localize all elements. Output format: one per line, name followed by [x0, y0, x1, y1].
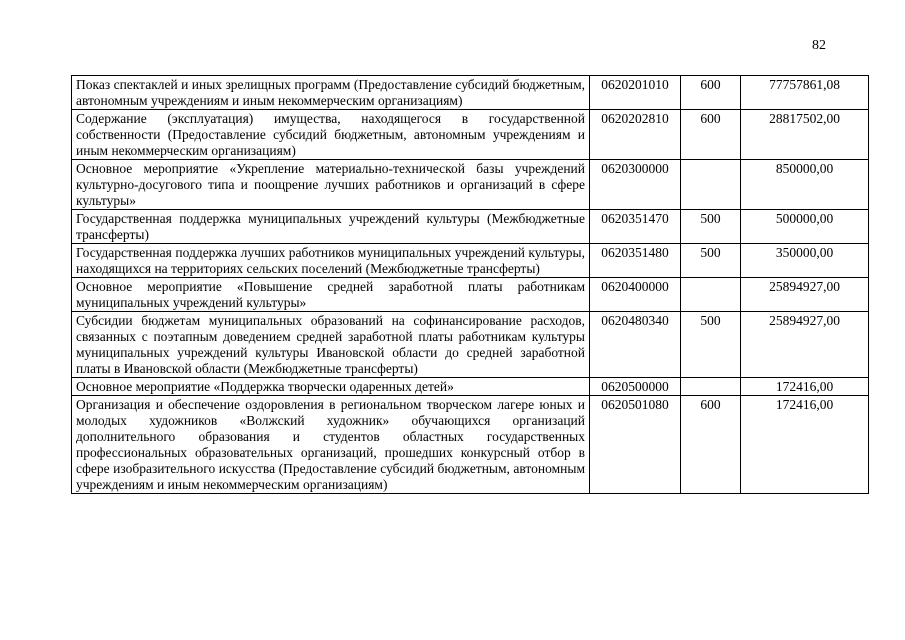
- expense-type-code-cell: 600: [681, 76, 741, 110]
- expense-type-code-cell: 500: [681, 312, 741, 378]
- target-article-code-cell: 0620201010: [590, 76, 681, 110]
- amount-cell: 350000,00: [741, 244, 869, 278]
- table-row: [72, 312, 869, 378]
- target-article-code-cell: 0620501080: [590, 396, 681, 494]
- target-article-code-cell: 0620351480: [590, 244, 681, 278]
- target-article-code-cell: 0620351470: [590, 210, 681, 244]
- table-row: [72, 110, 869, 160]
- amount-cell: 172416,00: [741, 378, 869, 396]
- expense-name-cell: Основное мероприятие «Поддержка творчески одаренных детей»: [72, 378, 590, 396]
- table-row: [72, 160, 869, 210]
- expense-type-code-cell: [681, 160, 741, 210]
- table-row: [72, 378, 869, 396]
- target-article-code-cell: 0620500000: [590, 378, 681, 396]
- amount-cell: 850000,00: [741, 160, 869, 210]
- expense-name-cell: Содержание (эксплуатация) имущества, находящегося в государственной собственности (Предоставление субсидий бюджетным, автономным учреждениям и иным некоммерческим организациям): [72, 110, 590, 160]
- expense-type-code-cell: [681, 378, 741, 396]
- budget-table: [71, 75, 869, 494]
- expense-name-cell: Организация и обеспечение оздоровления в региональном творческом лагере юных и молодых художников «Волжский художник» обучающихся организаций дополнительного образования и студентов областных государственных профессиональных образовательных организаций, прошедших конкурсный отбор в сфере изобразительного искусства (Предоставление субсидий бюджетным, автономным учреждениям и иным некоммерческим организациям): [72, 396, 590, 494]
- amount-cell: 28817502,00: [741, 110, 869, 160]
- expense-name-cell: Показ спектаклей и иных зрелищных программ (Предоставление субсидий бюджетным, автономным учреждениям и иным некоммерческим организациям): [72, 76, 590, 110]
- expense-type-code-cell: 500: [681, 210, 741, 244]
- expense-type-code-cell: 500: [681, 244, 741, 278]
- page-number: 82: [812, 38, 826, 53]
- expense-name-cell: Государственная поддержка муниципальных учреждений культуры (Межбюджетные трансферты): [72, 210, 590, 244]
- amount-cell: 172416,00: [741, 396, 869, 494]
- table-row: [72, 76, 869, 110]
- table-row: [72, 396, 869, 494]
- amount-cell: 25894927,00: [741, 278, 869, 312]
- amount-cell: 500000,00: [741, 210, 869, 244]
- expense-name-cell: Основное мероприятие «Укрепление материально-технической базы учреждений культурно-досугового типа и поощрение лучших работников и организаций в сфере культуры»: [72, 160, 590, 210]
- target-article-code-cell: 0620480340: [590, 312, 681, 378]
- expense-type-code-cell: 600: [681, 110, 741, 160]
- expense-name-cell: Субсидии бюджетам муниципальных образований на софинансирование расходов, связанных с поэтапным доведением средней заработной платы работникам культуры муниципальных учреждений культуры Ивановской области до средней заработной платы в Ивановской области (Межбюджетные трансферты): [72, 312, 590, 378]
- expense-type-code-cell: [681, 278, 741, 312]
- target-article-code-cell: 0620400000: [590, 278, 681, 312]
- expense-name-cell: Основное мероприятие «Повышение средней заработной платы работникам муниципальных учреждений культуры»: [72, 278, 590, 312]
- table-row: [72, 244, 869, 278]
- expense-type-code-cell: 600: [681, 396, 741, 494]
- target-article-code-cell: 0620202810: [590, 110, 681, 160]
- table-row: [72, 210, 869, 244]
- amount-cell: 25894927,00: [741, 312, 869, 378]
- amount-cell: 77757861,08: [741, 76, 869, 110]
- expense-name-cell: Государственная поддержка лучших работников муниципальных учреждений культуры, находящихся на территориях сельских поселений (Межбюджетные трансферты): [72, 244, 590, 278]
- target-article-code-cell: 0620300000: [590, 160, 681, 210]
- table-row: [72, 278, 869, 312]
